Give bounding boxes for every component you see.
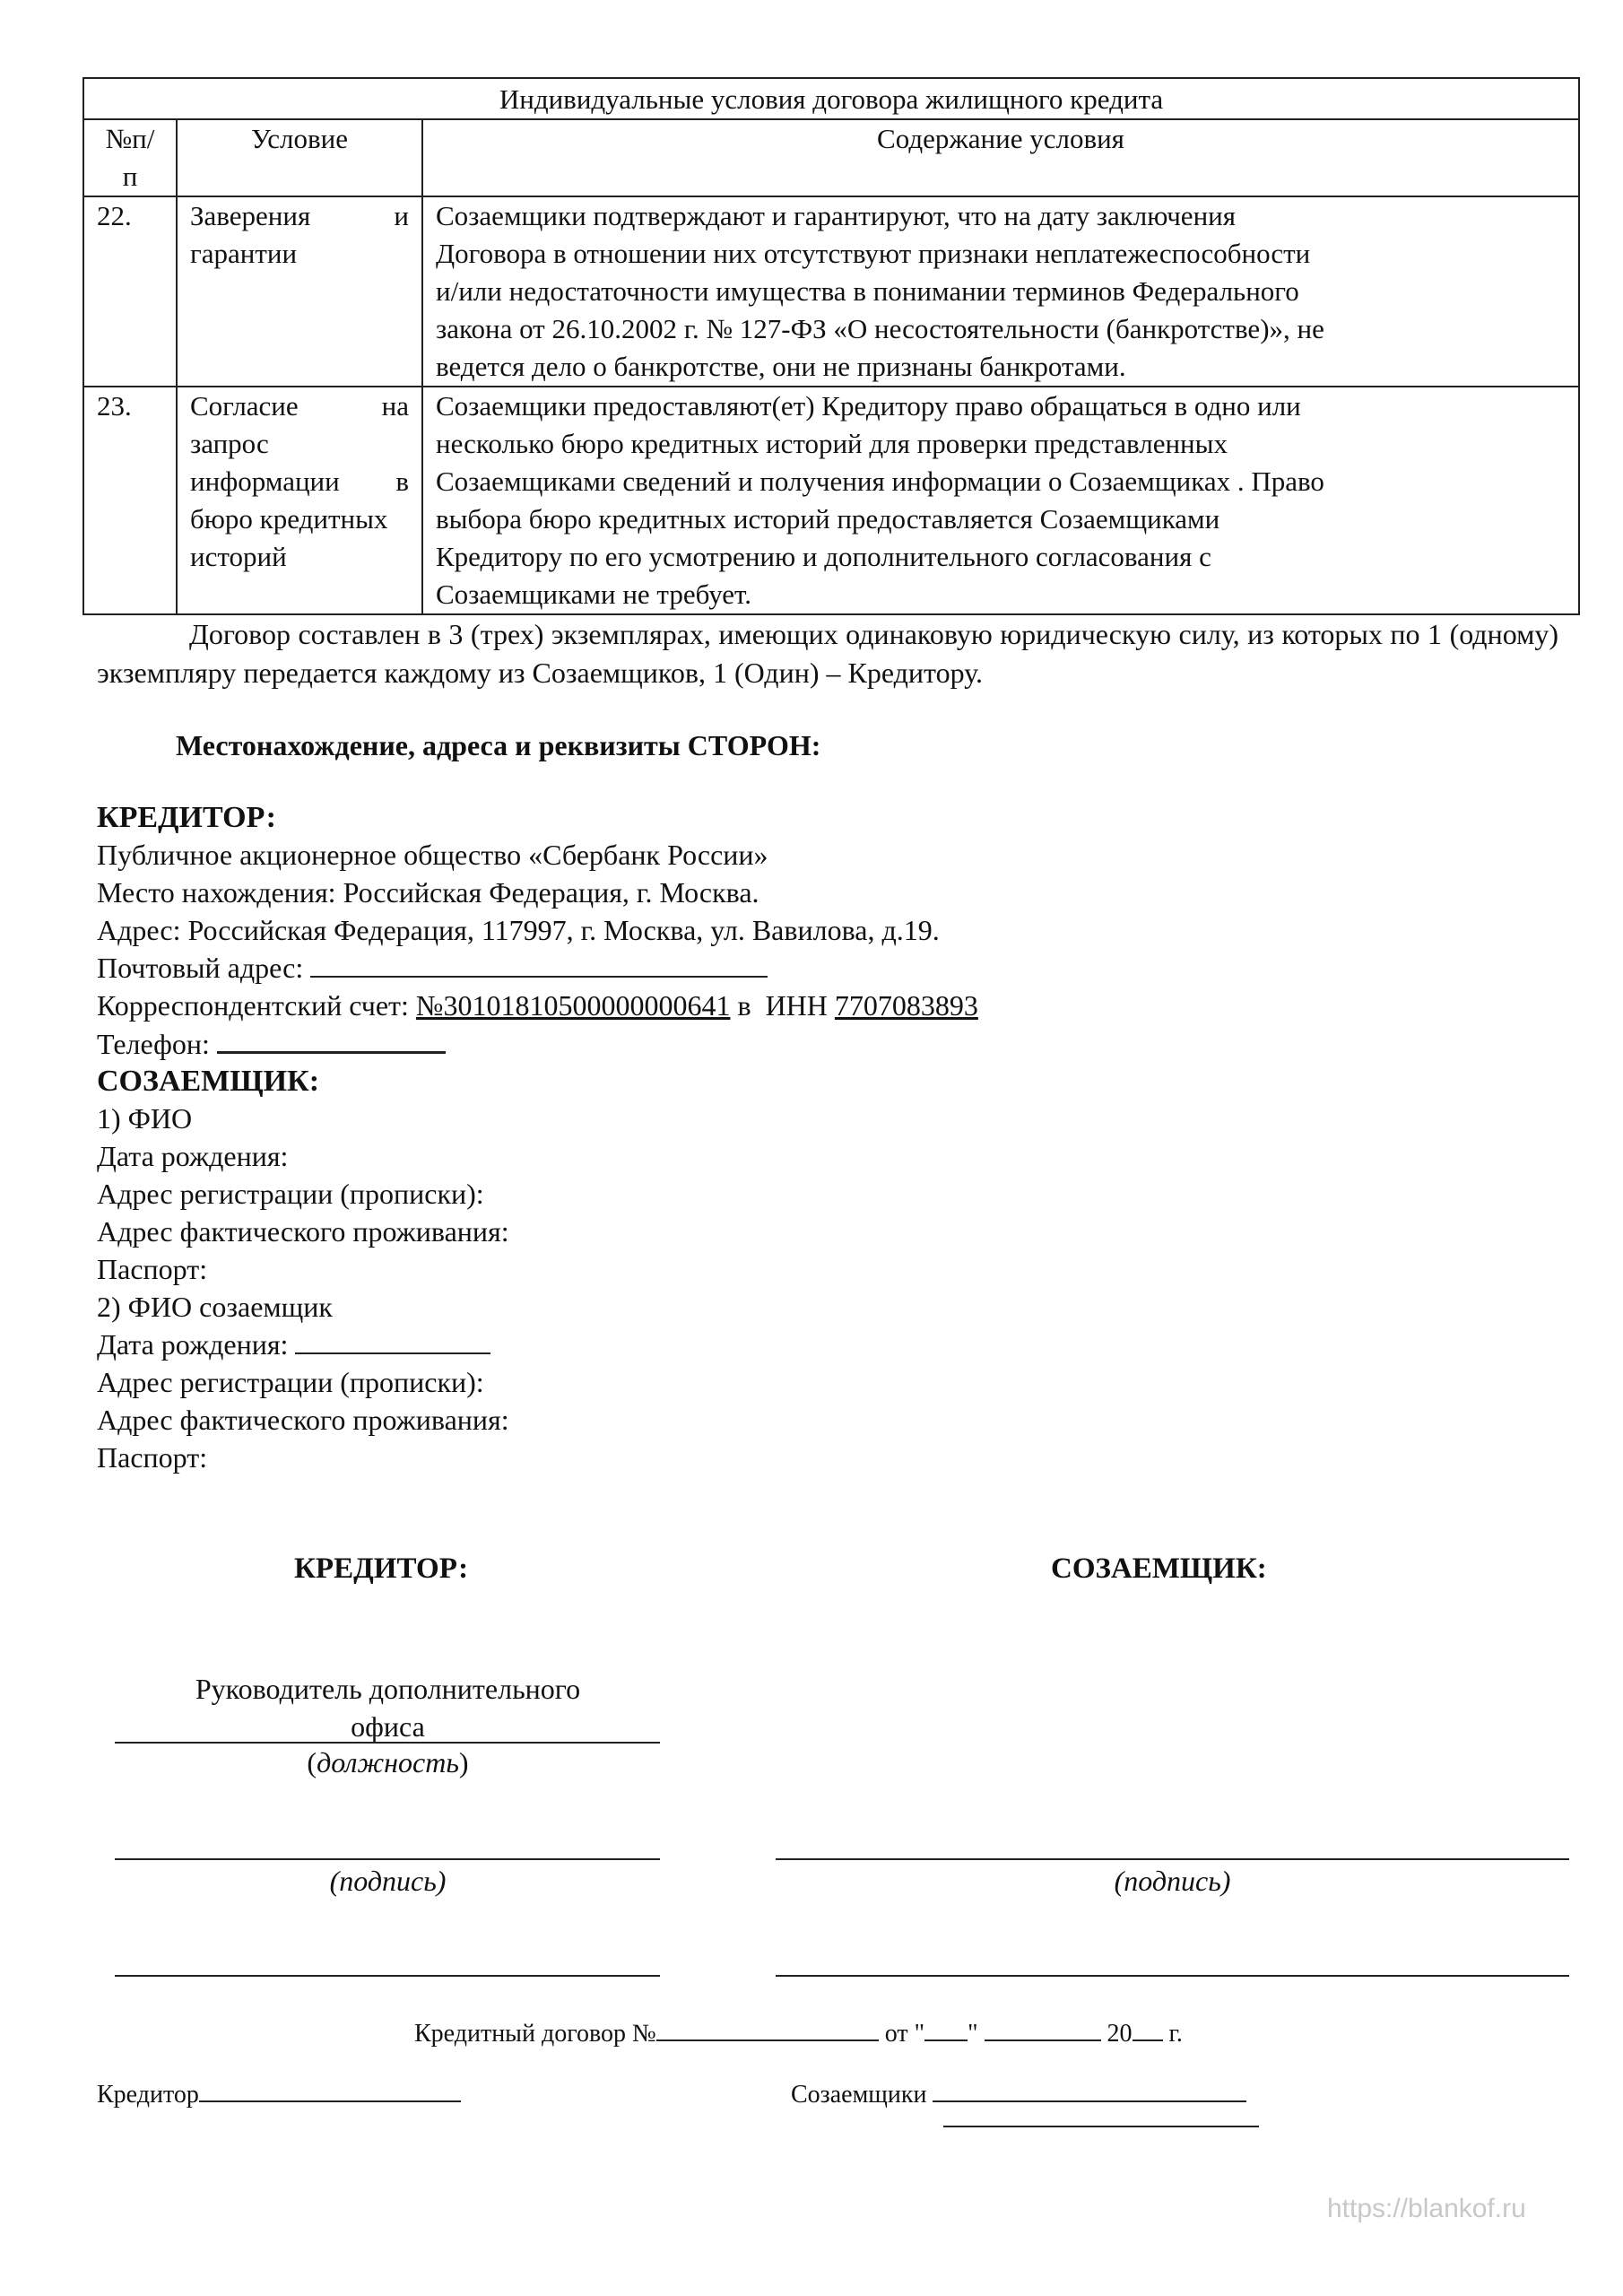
creditor-postal: Почтовый адрес: bbox=[97, 949, 768, 987]
row-content: Созаемщики подтверждают и гарантируют, что на дату заключения Договора в отношении них отсутствуют признаки неплатежеспособности и/или недостаточности имущества в понимании терминов Федерального закона от 26.10.2002 г. № 127-ФЗ «О несостоятельности (банкротстве)», не ведется дело о банкротстве, они не признаны банкротами. bbox=[422, 196, 1579, 387]
position-caption: (должность) bbox=[307, 1746, 469, 1779]
coborrower-name-line[interactable] bbox=[776, 1975, 1569, 1977]
row-content: Созаемщики предоставляют(ет) Кредитору право обращаться в одно или несколько бюро кредитных историй для проверки представленных Созаемщиками сведений и получения информации о Созаемщиках . Право выбора бюро кредитных историй предоставляется Созаемщиками Кредитору по его усмотрению и дополнительного согласования с Созаемщиками не требует. bbox=[422, 387, 1579, 614]
condition-word: Заверения bbox=[190, 200, 311, 231]
position-line2: офиса bbox=[351, 1710, 425, 1743]
coborrower2-fio: 2) ФИО созаемщик bbox=[97, 1291, 333, 1323]
creditor-location: Место нахождения: Российская Федерация, г. Москва. bbox=[97, 876, 759, 909]
contract-number-blank[interactable] bbox=[656, 2016, 879, 2041]
table-header-row bbox=[83, 119, 1579, 196]
coborrower2-birth: Дата рождения: bbox=[97, 1326, 490, 1364]
copies-paragraph: Договор составлен в 3 (трех) экземплярах, имеющих одинаковую юридическую силу, из которых по 1 (одному) экземпляру передается каждому из Созаемщиков, 1 (Один) – Кредитору. bbox=[97, 618, 1558, 689]
creditor-heading: КРЕДИТОР: bbox=[97, 801, 276, 834]
row-number: 22. bbox=[83, 196, 177, 387]
coborrower2-passport: Паспорт: bbox=[97, 1441, 208, 1474]
header-condition: Условие bbox=[177, 119, 422, 196]
creditor-signature-line[interactable] bbox=[115, 1858, 660, 1860]
account-number: №30101810500000000641 bbox=[415, 989, 731, 1022]
inn-number: 7707083893 bbox=[834, 989, 978, 1022]
coborrower-heading: СОЗАЕМЩИК: bbox=[97, 1065, 320, 1098]
coborrower1-birth: Дата рождения: bbox=[97, 1140, 289, 1172]
coborrower2-actual: Адрес фактического проживания: bbox=[97, 1404, 509, 1436]
footer-contract: Кредитный договор № от " " 20 г. bbox=[414, 2014, 1183, 2053]
conditions-table bbox=[82, 77, 1580, 615]
day-blank[interactable] bbox=[924, 2016, 968, 2041]
coborrower-signature-line[interactable] bbox=[776, 1858, 1569, 1860]
coborrower2-reg: Адрес регистрации (прописки): bbox=[97, 1366, 484, 1398]
footer-creditor: Кредитор bbox=[97, 2075, 461, 2114]
creditor-name: Публичное акционерное общество «Сбербанк России» bbox=[97, 839, 768, 871]
coborrower1-passport: Паспорт: bbox=[97, 1253, 208, 1285]
coborrower1-fio: 1) ФИО bbox=[97, 1102, 193, 1135]
coborrower1-actual: Адрес фактического проживания: bbox=[97, 1215, 509, 1248]
footer-creditor-blank[interactable] bbox=[199, 2077, 461, 2102]
watermark: https://blankof.ru bbox=[1327, 2194, 1526, 2223]
condition-word: и bbox=[394, 200, 409, 231]
table-row bbox=[83, 387, 1579, 614]
header-content: Содержание условия bbox=[422, 119, 1579, 196]
phone-blank[interactable] bbox=[217, 1024, 446, 1054]
coborrower-signature-caption: (подпись) bbox=[1114, 1865, 1231, 1897]
postal-blank[interactable] bbox=[310, 949, 768, 978]
footer-coborrower-blank-1[interactable] bbox=[933, 2077, 1246, 2102]
footer-coborrower-blank-2[interactable] bbox=[943, 2126, 1259, 2127]
sig-coborrower-heading: СОЗАЕМЩИК: bbox=[1051, 1552, 1267, 1585]
row-condition: Заверения и гарантии bbox=[177, 196, 422, 387]
row-number: 23. bbox=[83, 387, 177, 614]
month-blank[interactable] bbox=[985, 2016, 1101, 2041]
coborrower1-reg: Адрес регистрации (прописки): bbox=[97, 1178, 484, 1210]
parties-heading: Местонахождение, адреса и реквизиты СТОРОН: bbox=[176, 729, 821, 761]
creditor-signature-caption: (подпись) bbox=[329, 1865, 447, 1897]
year-blank[interactable] bbox=[1133, 2016, 1163, 2041]
header-number: №п/ п bbox=[83, 119, 177, 196]
creditor-address: Адрес: Российская Федерация, 117997, г. Москва, ул. Вавилова, д.19. bbox=[97, 914, 940, 946]
table-row bbox=[83, 196, 1579, 387]
creditor-phone: Телефон: bbox=[97, 1024, 446, 1064]
creditor-account: Корреспондентский счет: №30101810500000000641 в ИНН 7707083893 bbox=[97, 989, 978, 1022]
footer-coborrowers: Созаемщики bbox=[791, 2075, 1246, 2114]
creditor-name-line[interactable] bbox=[115, 1975, 660, 1977]
sig-creditor-heading: КРЕДИТОР: bbox=[294, 1552, 469, 1585]
table-caption: Индивидуальные условия договора жилищного кредита bbox=[83, 78, 1579, 119]
position-line1: Руководитель дополнительного bbox=[195, 1673, 581, 1705]
row-condition: Согласие на запрос информации в бюро кредитных историй bbox=[177, 387, 422, 614]
birth-blank[interactable] bbox=[295, 1326, 490, 1354]
